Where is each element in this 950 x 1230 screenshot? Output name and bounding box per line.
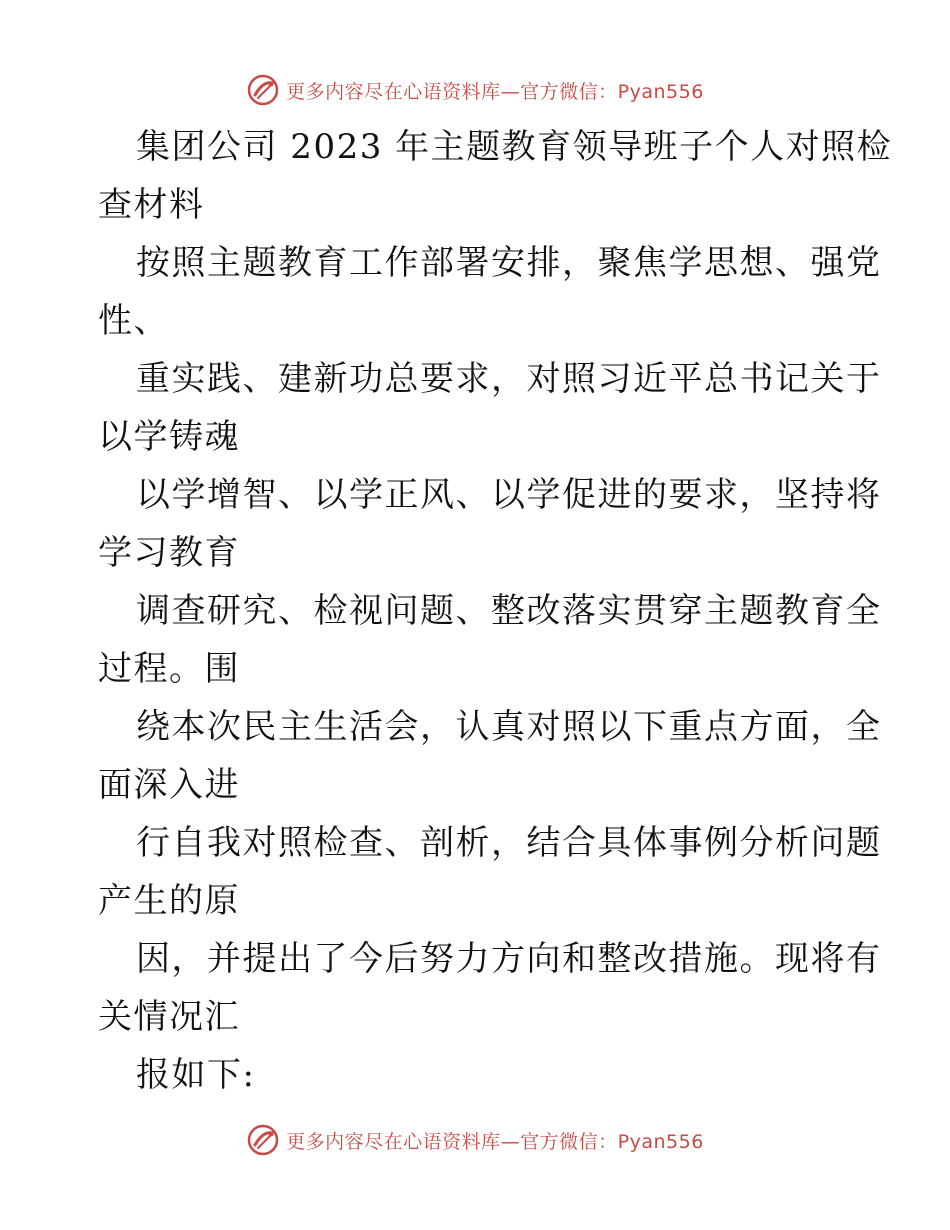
header-watermark [0,70,950,110]
text-line: 以学增智、以学正风、以学促进的要求，坚持将 [136,475,882,515]
text-line: 集团公司 2023 年主题教育领导班子个人对照检 [136,127,893,167]
book-pen-logo-icon [246,73,280,107]
watermark-text: 更多内容尽在心语资料库—官方微信：Pyan556 [286,80,704,103]
book-pen-logo-icon [246,1123,280,1157]
text-line: 调查研究、检视问题、整改落实贯穿主题教育全 [136,591,882,631]
document-body [98,118,893,1104]
text-line: 面深入进 [98,765,240,805]
text-line: 查材料 [98,185,205,225]
text-line: 过程。围 [98,649,240,689]
text-line: 产生的原 [98,881,240,921]
watermark-text: 更多内容尽在心语资料库—官方微信：Pyan556 [286,1130,704,1153]
text-line: 关情况汇 [98,997,240,1037]
text-line: 报如下: [136,1055,256,1095]
text-line: 重实践、建新功总要求，对照习近平总书记关于 [136,359,882,399]
text-line: 因，并提出了今后努力方向和整改措施。现将有 [136,939,882,979]
footer-watermark [0,1120,950,1160]
text-line: 行自我对照检查、剖析，结合具体事例分析问题 [136,823,882,863]
text-line: 按照主题教育工作部署安排，聚焦学思想、强党 [136,243,882,283]
text-line: 以学铸魂 [98,417,240,457]
text-line: 学习教育 [98,533,240,573]
text-line: 绕本次民主生活会，认真对照以下重点方面，全 [136,707,882,747]
text-line: 性、 [98,301,169,341]
